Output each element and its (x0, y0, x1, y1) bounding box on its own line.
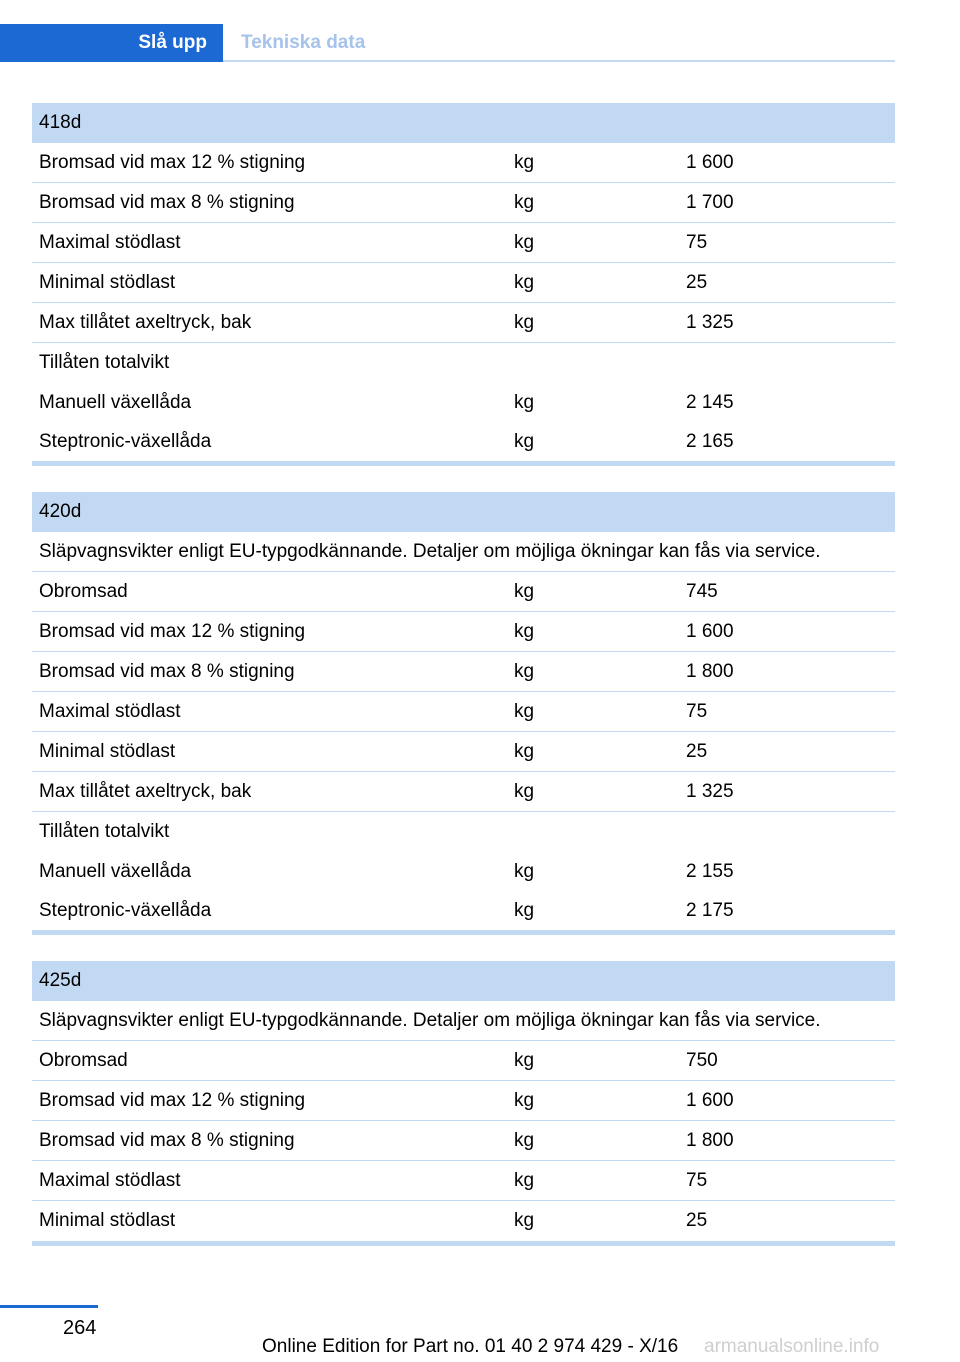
table-420d (32, 492, 895, 935)
table-row (32, 652, 895, 692)
row-unit: kg (514, 1089, 535, 1111)
row-unit: kg (514, 191, 535, 213)
row-label: Max tillåtet axeltryck, bak (39, 311, 252, 333)
row-unit: kg (514, 740, 535, 762)
table-note: Släpvagnsvikter enligt EU-typgodkännande. Detaljer om möjliga ökningar kan fås via service. (32, 532, 895, 572)
row-unit: kg (514, 700, 535, 722)
table-row (32, 891, 895, 930)
row-label: Bromsad vid max 12 % stigning (39, 151, 306, 173)
table-row (32, 143, 895, 183)
row-unit: kg (514, 620, 535, 642)
row-label: Minimal stödlast (39, 271, 176, 293)
row-value: 745 (686, 580, 718, 602)
row-label: Obromsad (39, 580, 128, 602)
model-header: 420d (32, 492, 895, 532)
table-bottom-rule (32, 1241, 895, 1246)
trailer-weight-tables (32, 103, 895, 1272)
model-header: 418d (32, 103, 895, 143)
row-unit: kg (514, 271, 535, 293)
table-note: Släpvagnsvikter enligt EU-typgodkännande. Detaljer om möjliga ökningar kan fås via service. (32, 1001, 895, 1041)
row-unit: kg (514, 660, 535, 682)
table-row (32, 223, 895, 263)
row-unit: kg (514, 430, 535, 452)
table-row (32, 1121, 895, 1161)
table-row (32, 852, 895, 891)
row-unit: kg (514, 1210, 535, 1231)
table-row (32, 812, 895, 852)
row-value: 2 175 (686, 899, 734, 921)
table-row (32, 1041, 895, 1081)
table-row (32, 732, 895, 772)
table-row (32, 572, 895, 612)
row-label: Steptronic-växellåda (39, 430, 212, 452)
edition-text: Online Edition for Part no. 01 40 2 974 429 - X/16 (262, 1336, 679, 1357)
watermark: armanualsonline.info (704, 1336, 880, 1357)
row-label: Bromsad vid max 8 % stigning (39, 191, 295, 213)
row-value: 750 (686, 1049, 718, 1071)
table-row (32, 1161, 895, 1201)
model-header: 425d (32, 961, 895, 1001)
table-425d (32, 961, 895, 1246)
table-row (32, 422, 895, 461)
row-value: 75 (686, 700, 708, 722)
row-unit: kg (514, 231, 535, 253)
row-value: 2 145 (686, 391, 734, 413)
table-row (32, 343, 895, 383)
row-label: Manuell växellåda (39, 391, 192, 413)
top-navigation (0, 24, 895, 62)
row-value: 1 325 (686, 311, 734, 333)
row-value: 1 600 (686, 620, 734, 642)
row-unit: kg (514, 151, 535, 173)
row-unit: kg (514, 580, 535, 602)
row-unit: kg (514, 1129, 535, 1151)
page-number: 264 (63, 1317, 97, 1339)
row-label: Bromsad vid max 12 % stigning (39, 620, 306, 642)
table-row (32, 303, 895, 343)
table-row (32, 1201, 895, 1241)
row-label: Maximal stödlast (39, 231, 181, 253)
table-row (32, 772, 895, 812)
row-label: Minimal stödlast (39, 1210, 176, 1231)
row-label: Tillåten totalvikt (39, 352, 170, 373)
row-label: Maximal stödlast (39, 1169, 181, 1191)
row-value: 75 (686, 1169, 708, 1191)
table-row (32, 692, 895, 732)
row-value: 1 600 (686, 151, 734, 173)
row-label: Maximal stödlast (39, 700, 181, 722)
table-row (32, 183, 895, 223)
row-unit: kg (514, 860, 535, 882)
row-value: 1 325 (686, 780, 734, 802)
table-bottom-rule (32, 930, 895, 935)
row-value: 2 165 (686, 430, 734, 452)
row-value: 2 155 (686, 860, 734, 882)
tab-tekniska-data[interactable]: Tekniska data (241, 32, 366, 53)
row-label: Manuell växellåda (39, 860, 192, 882)
row-unit: kg (514, 311, 535, 333)
row-label: Bromsad vid max 8 % stigning (39, 1129, 295, 1151)
table-row (32, 1081, 895, 1121)
row-unit: kg (514, 391, 535, 413)
table-418d (32, 103, 895, 466)
row-label: Minimal stödlast (39, 740, 176, 762)
row-label: Obromsad (39, 1049, 128, 1071)
table-row (32, 263, 895, 303)
tab-sla-upp[interactable]: Slå upp (0, 24, 223, 62)
row-value: 1 600 (686, 1089, 734, 1111)
row-unit: kg (514, 780, 535, 802)
row-label: Bromsad vid max 12 % stigning (39, 1089, 306, 1111)
row-unit: kg (514, 899, 535, 921)
row-value: 1 800 (686, 660, 734, 682)
row-value: 25 (686, 1210, 708, 1231)
row-unit: kg (514, 1169, 535, 1191)
row-label: Bromsad vid max 8 % stigning (39, 660, 295, 682)
row-value: 25 (686, 740, 708, 762)
row-unit: kg (514, 1049, 535, 1071)
row-label: Steptronic-växellåda (39, 899, 212, 921)
row-label: Tillåten totalvikt (39, 821, 170, 842)
footer-accent-line (0, 1305, 98, 1308)
row-value: 1 800 (686, 1129, 734, 1151)
row-value: 1 700 (686, 191, 734, 213)
row-value: 75 (686, 231, 708, 253)
row-label: Max tillåtet axeltryck, bak (39, 780, 252, 802)
table-row (32, 383, 895, 422)
table-bottom-rule (32, 461, 895, 466)
table-row (32, 612, 895, 652)
row-value: 25 (686, 271, 708, 293)
